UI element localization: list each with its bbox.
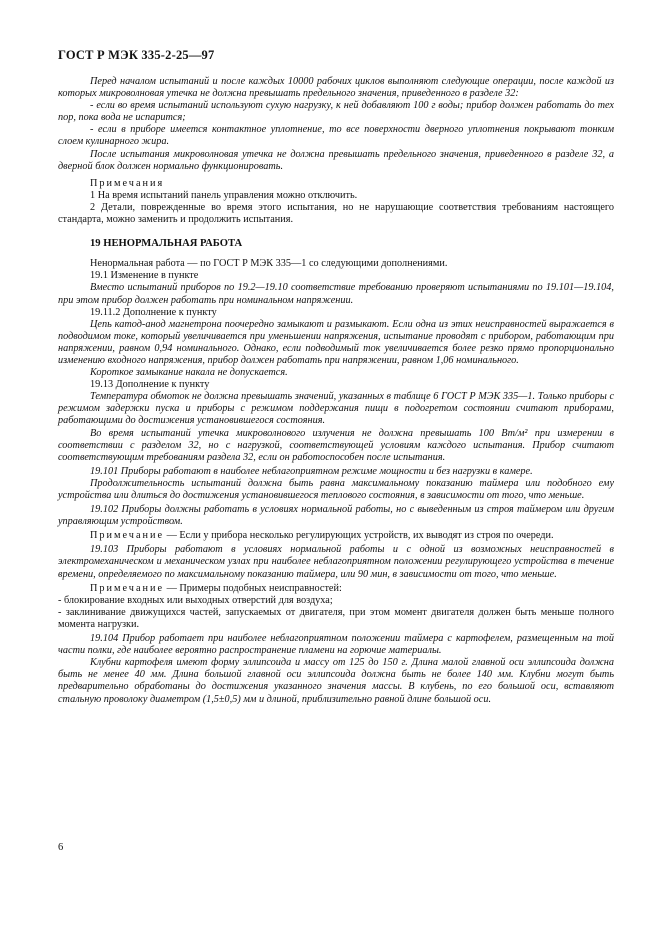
paragraph: Вместо испытаний приборов по 19.2—19.10 соответствие требованию проверяют испытаниями по 19.101—19.104, при этом прибор должен работать при номинальном напряжении. [58, 282, 614, 306]
paragraph: Клубни картофеля имеют форму эллипсоида и массу от 125 до 150 г. Длина малой главной оси эллипсоида должна быть не менее 40 мм. Длина большой главной оси эллипсоида должна быть не более 140 мм. Клубни могут быть предварительно обработаны до достижения указанного значения массы. В клубень, по его большой оси, вставляют стальную проволоку диаметром (1,5±0,5) мм и длиной, приблизительно равной длине большой оси. [58, 657, 614, 705]
note-item: 2 Детали, поврежденные во время этого испытания, но не нарушающие соответствия требованиям настоящего стандарта, можно заменить и продолжить испытания. [58, 201, 614, 226]
clause-19-101: 19.101 Приборы работают в наиболее неблагоприятном режиме мощности и без нагрузки в камере. [90, 465, 533, 477]
paragraph: Во время испытаний утечка микроволнового излучения не должна превышать 100 Вт/м² при измерении в соответствии с разделом 32, но с нагрузкой, соответствующей условиям каждого испытания. Прибор считают соответствующим требованиям раздела 32, если он работоспособен после испытания. [58, 427, 614, 463]
document-header: ГОСТ Р МЭК 335-2-25—97 [58, 48, 215, 62]
paragraph: Цепь катод-анод магнетрона поочередно замыкают и размыкают. Если одна из этих неисправностей выражается в подводимом токе, который увеличивается при уменьшении напряжения, испытание проводят с прибором, работающим при напряжении, равном 0,94 номинального. Однако, если подводимый ток увеличивается более резко прямо пропорционально изменению входного напряжения, прибор должен работать при напряжении, равном 1,06 номинального. [58, 318, 614, 366]
note-text: — Если у прибора несколько регулирующих устройств, их выводят из строя по очереди. [164, 530, 554, 542]
paragraph: Ненормальная работа — по ГОСТ Р МЭК 335—1 со следующими дополнениями. [90, 258, 448, 270]
note-text: — Примеры подобных неисправностей: [164, 582, 342, 594]
paragraph: - если в приборе имеется контактное уплотнение, то все поверхности дверного уплотнения покрывают тонким слоем кулинарного жира. [58, 124, 614, 148]
note-heading: Примечание [90, 582, 165, 594]
document-body [58, 76, 614, 706]
paragraph: Продолжительность испытаний должна быть равна максимальному показанию таймера или подобного ему устройства или длиться до достижения установившегося теплового состояния, в зависимости от того, что меньше. [58, 477, 614, 501]
page-number: 6 [58, 842, 64, 853]
note-line [58, 530, 614, 542]
note-line [58, 583, 614, 595]
note-item: - заклинивание движущихся частей, запускаемых от двигателя, при этом момент двигателя должен быть меньше полного момента нагрузки. [58, 606, 614, 630]
paragraph: Перед началом испытаний и после каждых 10000 рабочих циклов выполняют следующие операции, после каждой из которых микроволновая утечка не должна превышать предельного значения, приведенного в разделе 32: [58, 76, 614, 100]
clause-heading: 19.13 Дополнение к пункту [90, 379, 210, 391]
clause-19-102: 19.102 Приборы должны работать в условиях нормальной работы, но с выведенным из строя таймером или другим управляющим устройством. [58, 504, 614, 528]
clause-19-103: 19.103 Приборы работают в условиях нормальной работы и с одной из возможных неисправностей в электромеханическом и механическом узлах при наиболее неблагоприятном положении регулирующего устройства в течение времени, определяемого по максимальному показанию таймера, или 90 мин, в зависимости от того, что меньше. [58, 544, 614, 580]
clause-19-104: 19.104 Прибор работает при наиболее неблагоприятном положении таймера с картофелем, размещенным на той части полки, где наиболее вероятно распространение пламени на горючие материалы. [58, 633, 614, 657]
note-heading: Примечание [90, 530, 165, 542]
clause-heading: 19.11.2 Дополнение к пункту [90, 306, 217, 318]
note-item: 1 На время испытаний панель управления можно отключить. [90, 189, 358, 201]
section-heading: 19 НЕНОРМАЛЬНАЯ РАБОТА [90, 238, 243, 250]
paragraph: После испытания микроволновая утечка не должна превышать предельного значения, приведенного в разделе 32, а дверной блок должен нормально функционировать. [58, 148, 614, 172]
note-heading: Примечания [90, 177, 165, 189]
paragraph: Короткое замыкание накала не допускается. [90, 367, 288, 379]
paragraph: - если во время испытаний используют сухую нагрузку, к ней добавляют 100 г воды; прибор должен работать до тех пор, пока вода не испарится; [58, 100, 614, 124]
note-item: - блокирование входных или выходных отверстий для воздуха; [58, 594, 333, 606]
clause-heading: 19.1 Изменение в пункте [90, 270, 199, 282]
paragraph: Температура обмоток не должна превышать значений, указанных в таблице 6 ГОСТ Р МЭК 335—1. Только приборы с режимом задержки пуска и приборы с режимом поддержания пищи в подогретом состоянии считают приборами, работающими до достижения установившегося состояния. [58, 391, 614, 427]
